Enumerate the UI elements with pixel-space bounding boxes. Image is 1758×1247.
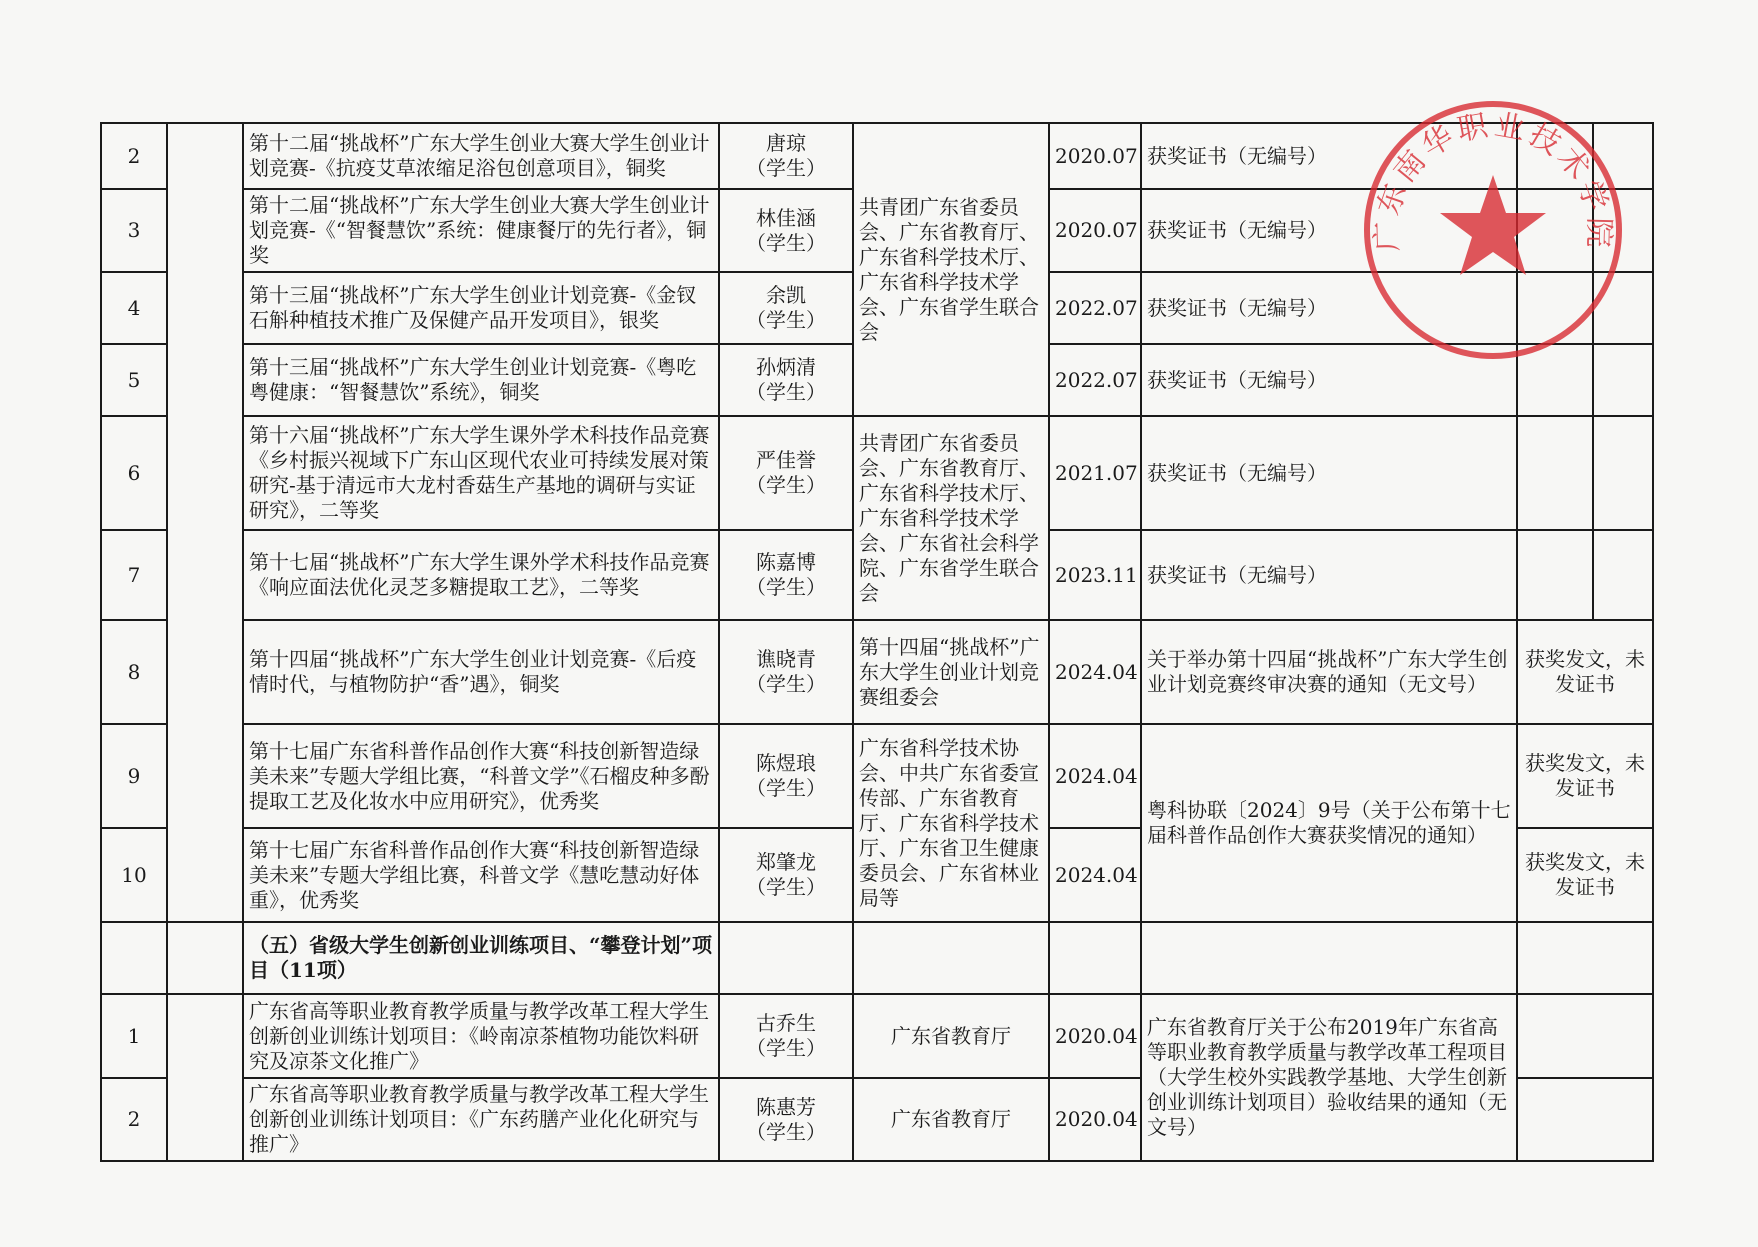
award-title: 第十四届“挑战杯”广东大学生创业计划竞赛-《后疫情时代，与植物防护“香”遇》，铜奖 [243, 620, 719, 724]
winner-role: （学生） [746, 473, 826, 497]
remark-cell: 获奖发文，未发证书 [1517, 828, 1653, 922]
award-date: 2020.07 [1049, 189, 1141, 272]
proof-document: 广东省教育厅关于公布2019年广东省高等职业教育教学质量与教学改革工程项目（大学生校外实践教学基地、大学生创新创业训练计划项目）验收结果的通知（无文号） [1141, 994, 1517, 1161]
proof-document [1141, 922, 1517, 994]
winner-name: 林佳涵 [756, 205, 816, 230]
extra-cell [1593, 123, 1653, 189]
award-date: 2022.07 [1049, 344, 1141, 416]
award-date: 2020.04 [1049, 1078, 1141, 1161]
proof-document: 获奖证书（无编号） [1141, 189, 1517, 272]
winner-name: 郑肇龙 [756, 850, 816, 874]
winner-name: 唐琼 [766, 131, 806, 155]
seal-text: 广东南华职业技术学院 [1369, 107, 1617, 252]
winner-role: （学生） [746, 875, 826, 899]
section-heading: （五）省级大学生创新创业训练项目、“攀登计划”项目（11项） [243, 922, 719, 994]
row-number: 4 [101, 272, 167, 344]
issuing-org: 广东省教育厅 [853, 1078, 1049, 1161]
award-title: 广东省高等职业教育教学质量与教学改革工程大学生创新创业训练计划项目：《广东药膳产业化化研究与推广》 [243, 1078, 719, 1161]
award-date: 2021.07 [1049, 416, 1141, 530]
award-date: 2024.04 [1049, 828, 1141, 922]
remark-cell [1517, 922, 1653, 994]
award-date: 2024.04 [1049, 724, 1141, 828]
issuing-org [853, 922, 1049, 994]
row-number: 9 [101, 724, 167, 828]
remark-cell [1517, 344, 1593, 416]
remark-cell [1517, 189, 1593, 272]
row-number: 5 [101, 344, 167, 416]
table-row [101, 620, 1653, 724]
remark-cell [1517, 1078, 1653, 1161]
remark-cell [1517, 530, 1593, 620]
awards-table [100, 122, 1654, 1162]
winner-role: （学生） [746, 1036, 826, 1060]
table-row [101, 123, 1653, 189]
table-row [101, 724, 1653, 828]
remark-cell: 获奖发文，未发证书 [1517, 724, 1653, 828]
winner-role: （学生） [746, 1119, 826, 1144]
winner-cell [719, 724, 853, 828]
award-title: 第十二届“挑战杯”广东大学生创业大赛大学生创业计划竞赛-《抗疫艾草浓缩足浴包创意项目》，铜奖 [243, 123, 719, 189]
remark-cell [1517, 994, 1653, 1078]
row-number: 8 [101, 620, 167, 724]
remark-cell: 获奖发文，未发证书 [1517, 620, 1653, 724]
category-cell [167, 123, 243, 922]
winner-cell [719, 994, 853, 1078]
proof-document: 获奖证书（无编号） [1141, 344, 1517, 416]
winner-role: （学生） [746, 308, 826, 332]
proof-document: 获奖证书（无编号） [1141, 530, 1517, 620]
extra-cell [1593, 272, 1653, 344]
award-title: 第十七届广东省科普作品创作大赛“科技创新智造绿美未来”专题大学组比赛，科普文学《慧吃慧动好体重》，优秀奖 [243, 828, 719, 922]
winner-name: 严佳誉 [756, 448, 816, 472]
remark-cell [1517, 416, 1593, 530]
winner-cell [719, 922, 853, 994]
proof-document: 关于举办第十四届“挑战杯”广东大学生创业计划竞赛终审决赛的通知（无文号） [1141, 620, 1517, 724]
proof-document: 获奖证书（无编号） [1141, 272, 1517, 344]
row-number: 2 [101, 1078, 167, 1161]
issuing-org: 共青团广东省委员会、广东省教育厅、广东省科学技术厅、广东省科学技术学会、广东省社会科学院、广东省学生联合会 [853, 416, 1049, 620]
row-number: 3 [101, 189, 167, 272]
winner-name: 陈嘉博 [756, 550, 816, 574]
category-cell [167, 994, 243, 1161]
issuing-org: 共青团广东省委员会、广东省教育厅、广东省科学技术厅、广东省科学技术学会、广东省学生联合会 [853, 123, 1049, 416]
award-date: 2020.04 [1049, 994, 1141, 1078]
table-row [101, 416, 1653, 530]
section-row [101, 922, 1653, 994]
award-title: 第十三届“挑战杯”广东大学生创业计划竞赛-《粤吃粤健康：“智餐慧饮”系统》，铜奖 [243, 344, 719, 416]
row-number: 1 [101, 994, 167, 1078]
row-number: 10 [101, 828, 167, 922]
category-cell [167, 922, 243, 994]
winner-name: 陈煜琅 [756, 751, 816, 775]
row-number: 6 [101, 416, 167, 530]
extra-cell [1593, 189, 1653, 272]
row-number [101, 922, 167, 994]
award-title: 第十三届“挑战杯”广东大学生创业计划竞赛-《金钗石斛种植技术推广及保健产品开发项目》，银奖 [243, 272, 719, 344]
row-number: 2 [101, 123, 167, 189]
award-title: 第十七届广东省科普作品创作大赛“科技创新智造绿美未来”专题大学组比赛，“科普文学”《石榴皮种多酚提取工艺及化妆水中应用研究》，优秀奖 [243, 724, 719, 828]
winner-cell [719, 1078, 853, 1161]
award-date: 2024.04 [1049, 620, 1141, 724]
award-title: 广东省高等职业教育教学质量与教学改革工程大学生创新创业训练计划项目：《岭南凉茶植物功能饮料研究及凉茶文化推广》 [243, 994, 719, 1078]
winner-cell [719, 530, 853, 620]
proof-document: 获奖证书（无编号） [1141, 416, 1517, 530]
winner-name: 孙炳清 [756, 355, 816, 379]
award-title: 第十七届“挑战杯”广东大学生课外学术科技作品竞赛《响应面法优化灵芝多糖提取工艺》，二等奖 [243, 530, 719, 620]
award-date: 2022.07 [1049, 272, 1141, 344]
extra-cell [1593, 416, 1653, 530]
issuing-org: 第十四届“挑战杯”广东大学生创业计划竞赛组委会 [853, 620, 1049, 724]
winner-cell [719, 272, 853, 344]
winner-cell [719, 189, 853, 272]
award-date: 2020.07 [1049, 123, 1141, 189]
proof-document: 获奖证书（无编号） [1141, 123, 1517, 189]
winner-cell [719, 123, 853, 189]
winner-cell [719, 620, 853, 724]
winner-name: 陈惠芳 [756, 1094, 816, 1119]
winner-role: （学生） [746, 380, 826, 404]
award-title: 第十二届“挑战杯”广东大学生创业大赛大学生创业计划竞赛-《“智餐慧饮”系统：健康餐厅的先行者》，铜奖 [243, 189, 719, 272]
issuing-org: 广东省科学技术协会、中共广东省委宣传部、广东省教育厅、广东省科学技术厅、广东省卫生健康委员会、广东省林业局等 [853, 724, 1049, 922]
proof-document: 粤科协联〔2024〕9号（关于公布第十七届科普作品创作大赛获奖情况的通知） [1141, 724, 1517, 922]
winner-role: （学生） [746, 672, 826, 696]
award-date: 2023.11 [1049, 530, 1141, 620]
remark-cell [1517, 272, 1593, 344]
winner-cell [719, 344, 853, 416]
award-date [1049, 922, 1141, 994]
row-number: 7 [101, 530, 167, 620]
winner-role: （学生） [746, 776, 826, 800]
issuing-org: 广东省教育厅 [853, 994, 1049, 1078]
winner-role: （学生） [746, 575, 826, 599]
winner-name: 古乔生 [756, 1011, 816, 1035]
award-title: 第十六届“挑战杯”广东大学生课外学术科技作品竞赛《乡村振兴视域下广东山区现代农业可持续发展对策研究-基于清远市大龙村香菇生产基地的调研与实证研究》，二等奖 [243, 416, 719, 530]
winner-cell [719, 416, 853, 530]
extra-cell [1593, 344, 1653, 416]
winner-cell [719, 828, 853, 922]
extra-cell [1593, 530, 1653, 620]
winner-role: （学生） [746, 230, 826, 255]
winner-role: （学生） [746, 156, 826, 180]
remark-cell [1517, 123, 1593, 189]
winner-name: 谯晓青 [756, 647, 816, 671]
table-row [101, 994, 1653, 1078]
winner-name: 余凯 [766, 283, 806, 307]
